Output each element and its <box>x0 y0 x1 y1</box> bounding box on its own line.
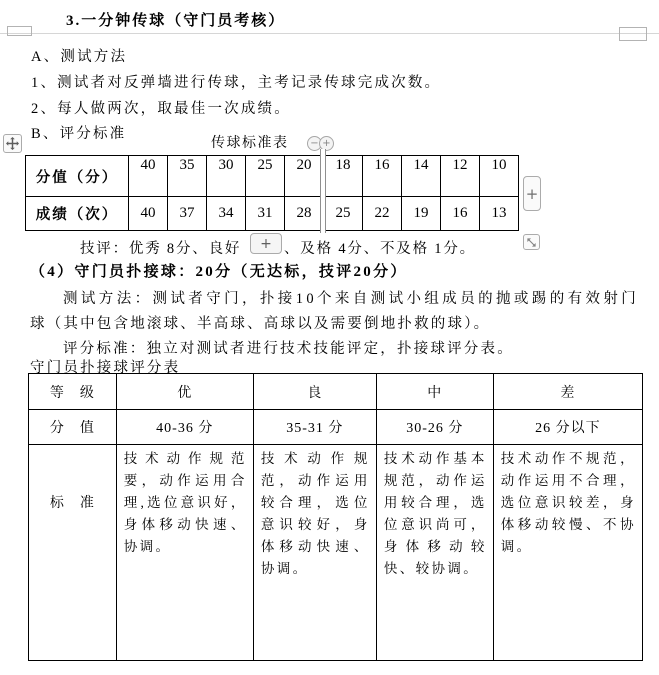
score-cell: 14 <box>402 156 441 197</box>
table-add-column-button[interactable] <box>523 176 541 211</box>
result-cell: 28 <box>285 197 324 231</box>
section4-method-line1: 测试方法：测试者守门，扑接10个来自测试小组成员的抛或踢的有效射门 <box>63 291 640 307</box>
result-cell: 22 <box>363 197 402 231</box>
score-cell: 12 <box>441 156 480 197</box>
result-row-header: 成绩（次） <box>26 197 129 231</box>
table-row <box>26 197 519 231</box>
criteria-label: B、评分标准 <box>31 126 127 142</box>
standard-cell: 技术动作不规范，动作运用不合理，选位意识较差，身体移动较慢、不协调。 <box>493 445 642 661</box>
method-item-1: 1、测试者对反弹墙进行传球，主考记录传球完成次数。 <box>31 75 442 91</box>
method-label: A、测试方法 <box>31 49 128 65</box>
score-range-cell: 30-26 分 <box>376 410 493 445</box>
column-split-divider[interactable] <box>320 149 326 233</box>
result-cell: 40 <box>129 197 168 231</box>
margin-marker-left[interactable] <box>7 26 32 36</box>
table-move-handle[interactable] <box>3 134 22 153</box>
score-cell: 25 <box>246 156 285 197</box>
margin-guide-line <box>0 33 659 34</box>
standard-cell: 技术动作规范要，动作运用合理,选位意识好，身体移动快速、协调。 <box>116 445 253 661</box>
score-label: 分 值 <box>29 410 117 445</box>
section4-heading: （4）守门员扑接球：20分（无达标，技评20分） <box>30 264 408 280</box>
margin-marker-right[interactable] <box>619 27 647 41</box>
page-title: 3.一分钟传球（守门员考核） <box>66 13 286 29</box>
result-cell: 31 <box>246 197 285 231</box>
score-cell: 35 <box>168 156 207 197</box>
tech-note-suffix: 、及格 4分、不及格 1分。 <box>284 241 476 257</box>
plus-icon: + <box>525 184 539 203</box>
table-row <box>26 156 519 197</box>
result-cell: 25 <box>324 197 363 231</box>
diagonal-resize-icon <box>526 237 537 248</box>
standard-label: 标 准 <box>29 445 117 661</box>
section4-criteria-line: 评分标准：独立对测试者进行技术技能评定，扑接球评分表。 <box>63 341 514 357</box>
rating-table-title: 守门员扑接球评分表 <box>30 360 181 376</box>
goalkeeper-rating-table <box>28 373 643 661</box>
result-cell: 13 <box>480 197 519 231</box>
plus-icon: + <box>260 235 272 252</box>
table-row <box>29 410 643 445</box>
table-row <box>29 374 643 410</box>
grade-cell: 差 <box>493 374 642 410</box>
score-row-header: 分值（分） <box>26 156 129 197</box>
grade-cell: 良 <box>253 374 376 410</box>
result-cell: 34 <box>207 197 246 231</box>
result-cell: 19 <box>402 197 441 231</box>
score-range-cell: 26 分以下 <box>493 410 642 445</box>
score-cell: 16 <box>363 156 402 197</box>
minus-icon: − <box>310 137 319 149</box>
result-cell: 37 <box>168 197 207 231</box>
score-cell: 10 <box>480 156 519 197</box>
method-item-2: 2、每人做两次，取最佳一次成绩。 <box>31 101 291 117</box>
grade-cell: 中 <box>376 374 493 410</box>
plus-icon: + <box>322 137 331 149</box>
score-range-cell: 40-36 分 <box>116 410 253 445</box>
score-cell: 18 <box>324 156 363 197</box>
tech-note-prefix: 技评：优秀 8分、良好 <box>80 241 242 257</box>
section4-method-line2: 球（其中包含地滚球、半高球、高球以及需要倒地扑救的球）。 <box>30 316 491 332</box>
table-resize-handle[interactable] <box>523 234 540 250</box>
score-cell: 20 <box>285 156 324 197</box>
result-cell: 16 <box>441 197 480 231</box>
move-icon <box>6 137 19 150</box>
score-cell: 30 <box>207 156 246 197</box>
inline-plus-button[interactable] <box>250 233 282 254</box>
score-cell: 40 <box>129 156 168 197</box>
table-row <box>29 445 643 661</box>
grade-label: 等 级 <box>29 374 117 410</box>
standard-cell: 技术动作规范，动作运用较合理，选位意识较好，身体移动快速、协调。 <box>253 445 376 661</box>
passing-standards-table <box>25 155 519 231</box>
score-range-cell: 35-31 分 <box>253 410 376 445</box>
grade-cell: 优 <box>116 374 253 410</box>
standard-cell: 技术动作基本规范，动作运用较合理，选位意识尚可，身体移动较快、较协调。 <box>376 445 493 661</box>
passing-table-caption: 传球标准表 <box>211 136 289 151</box>
